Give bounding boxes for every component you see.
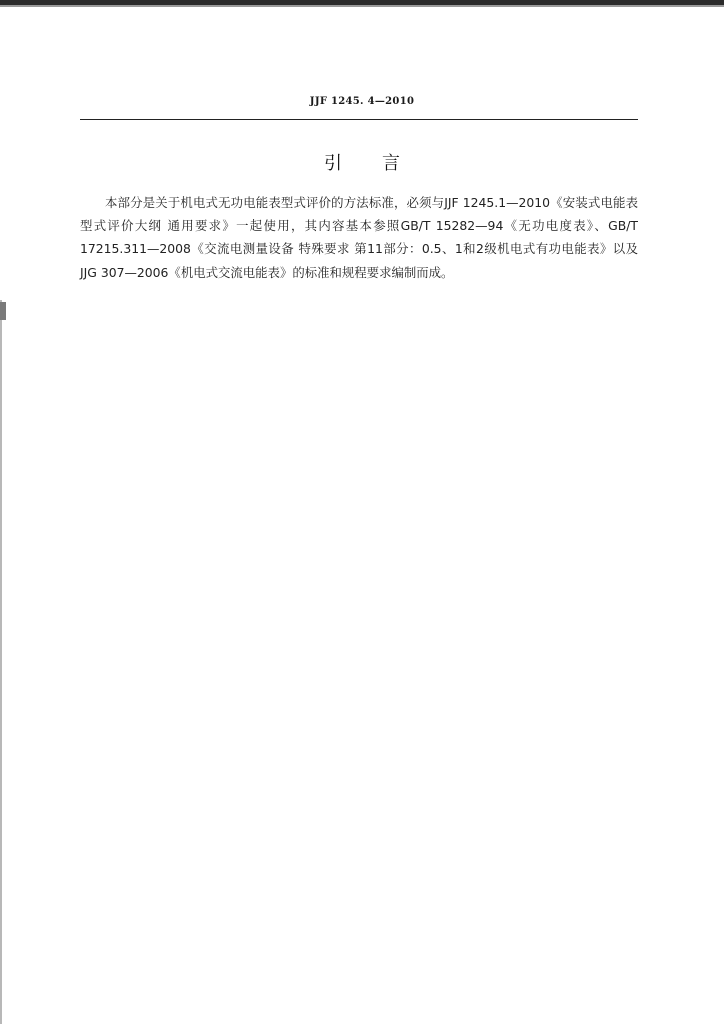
scan-border-top-shadow — [0, 5, 724, 7]
header-rule — [80, 119, 638, 120]
body-paragraph: 本部分是关于机电式无功电能表型式评价的方法标准，必须与JJF 1245.1—2010《安装式电能表型式评价大纲 通用要求》一起使用，其内容基本参照GB/T 15282—94《无功电度表》、GB/T 17215.311—2008《交流电测量设备 特殊要求 第11部分：0.5、1和2级机电式有功电能表》以及JJG 307—2006《机电式交流电能表》的标准和规程要求编制而成。 — [80, 195, 638, 280]
scan-border-left — [0, 300, 2, 1024]
scan-edge-mark — [0, 302, 6, 320]
section-title: 引言 — [324, 153, 440, 174]
running-header: JJF 1245. 4—2010 — [309, 96, 415, 107]
